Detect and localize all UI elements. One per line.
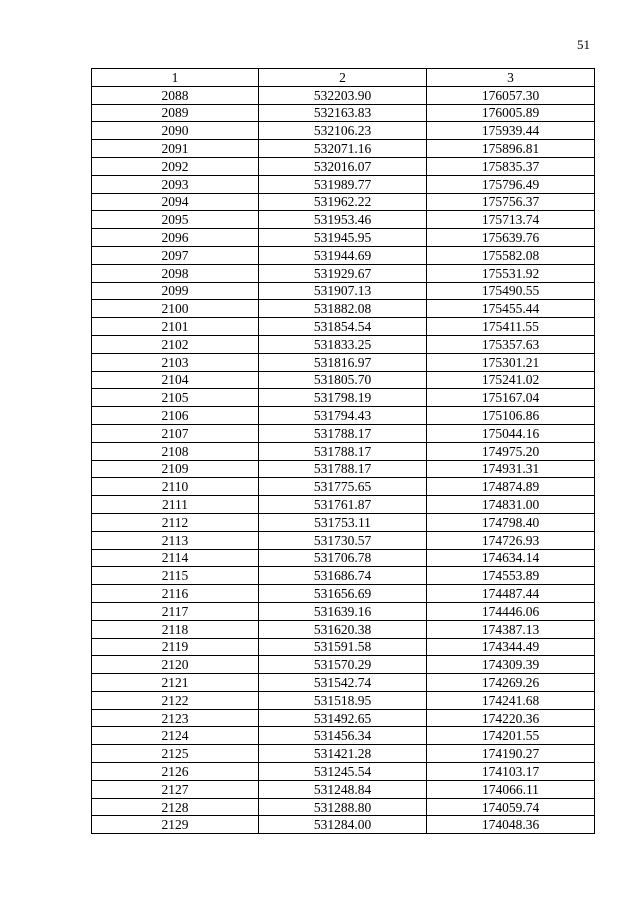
point-number-cell: 2122 (92, 691, 259, 709)
x-coordinate-cell: 531492.65 (259, 709, 427, 727)
table-row (92, 389, 595, 407)
point-number-cell: 2125 (92, 745, 259, 763)
x-coordinate-cell: 531706.78 (259, 549, 427, 567)
table-row (92, 745, 595, 763)
x-coordinate-cell: 531798.19 (259, 389, 427, 407)
point-number-cell: 2090 (92, 122, 259, 140)
y-coordinate-cell: 174487.44 (427, 585, 595, 603)
table-header (92, 69, 595, 87)
table-row (92, 140, 595, 158)
x-coordinate-cell: 531639.16 (259, 602, 427, 620)
x-coordinate-cell: 532016.07 (259, 157, 427, 175)
point-number-cell: 2128 (92, 798, 259, 816)
x-coordinate-cell: 532203.90 (259, 86, 427, 104)
point-number-cell: 2097 (92, 246, 259, 264)
point-number-cell: 2110 (92, 478, 259, 496)
x-coordinate-cell: 531833.25 (259, 335, 427, 353)
table-row (92, 193, 595, 211)
table-row (92, 531, 595, 549)
y-coordinate-cell: 175301.21 (427, 353, 595, 371)
table-row (92, 620, 595, 638)
table-row (92, 513, 595, 531)
table-row (92, 318, 595, 336)
x-coordinate-cell: 531944.69 (259, 246, 427, 264)
x-coordinate-cell: 531591.58 (259, 638, 427, 656)
table-row (92, 709, 595, 727)
y-coordinate-cell: 175167.04 (427, 389, 595, 407)
header-cell-3: 3 (427, 69, 595, 87)
x-coordinate-cell: 531953.46 (259, 211, 427, 229)
point-number-cell: 2103 (92, 353, 259, 371)
table-row (92, 460, 595, 478)
y-coordinate-cell: 176005.89 (427, 104, 595, 122)
x-coordinate-cell: 531794.43 (259, 407, 427, 425)
y-coordinate-cell: 175490.55 (427, 282, 595, 300)
y-coordinate-cell: 175939.44 (427, 122, 595, 140)
point-number-cell: 2112 (92, 513, 259, 531)
table-row (92, 585, 595, 603)
x-coordinate-cell: 531656.69 (259, 585, 427, 603)
y-coordinate-cell: 174798.40 (427, 513, 595, 531)
point-number-cell: 2107 (92, 424, 259, 442)
point-number-cell: 2129 (92, 816, 259, 834)
y-coordinate-cell: 174190.27 (427, 745, 595, 763)
y-coordinate-cell: 174726.93 (427, 531, 595, 549)
y-coordinate-cell: 174387.13 (427, 620, 595, 638)
table-row (92, 763, 595, 781)
y-coordinate-cell: 175796.49 (427, 175, 595, 193)
x-coordinate-cell: 531775.65 (259, 478, 427, 496)
y-coordinate-cell: 175241.02 (427, 371, 595, 389)
table-row (92, 780, 595, 798)
table-row (92, 175, 595, 193)
x-coordinate-cell: 531929.67 (259, 264, 427, 282)
page-number: 51 (577, 37, 590, 52)
y-coordinate-cell: 174831.00 (427, 496, 595, 514)
x-coordinate-cell: 532106.23 (259, 122, 427, 140)
x-coordinate-cell: 531753.11 (259, 513, 427, 531)
point-number-cell: 2116 (92, 585, 259, 603)
table-row (92, 122, 595, 140)
x-coordinate-cell: 531882.08 (259, 300, 427, 318)
y-coordinate-cell: 175106.86 (427, 407, 595, 425)
y-coordinate-cell: 174059.74 (427, 798, 595, 816)
point-number-cell: 2114 (92, 549, 259, 567)
table-row (92, 798, 595, 816)
table-row (92, 246, 595, 264)
y-coordinate-cell: 175756.37 (427, 193, 595, 211)
x-coordinate-cell: 531542.74 (259, 674, 427, 692)
y-coordinate-cell: 175582.08 (427, 246, 595, 264)
point-number-cell: 2089 (92, 104, 259, 122)
header-cell-2: 2 (259, 69, 427, 87)
y-coordinate-cell: 175639.76 (427, 229, 595, 247)
table-row (92, 104, 595, 122)
x-coordinate-cell: 531284.00 (259, 816, 427, 834)
y-coordinate-cell: 174874.89 (427, 478, 595, 496)
x-coordinate-cell: 531788.17 (259, 424, 427, 442)
point-number-cell: 2088 (92, 86, 259, 104)
x-coordinate-cell: 531854.54 (259, 318, 427, 336)
point-number-cell: 2094 (92, 193, 259, 211)
y-coordinate-cell: 174220.36 (427, 709, 595, 727)
table-row (92, 727, 595, 745)
y-coordinate-cell: 174241.68 (427, 691, 595, 709)
y-coordinate-cell: 175896.81 (427, 140, 595, 158)
x-coordinate-cell: 531421.28 (259, 745, 427, 763)
point-number-cell: 2109 (92, 460, 259, 478)
x-coordinate-cell: 531686.74 (259, 567, 427, 585)
point-number-cell: 2095 (92, 211, 259, 229)
point-number-cell: 2127 (92, 780, 259, 798)
point-number-cell: 2101 (92, 318, 259, 336)
x-coordinate-cell: 531288.80 (259, 798, 427, 816)
table-row (92, 549, 595, 567)
point-number-cell: 2124 (92, 727, 259, 745)
point-number-cell: 2091 (92, 140, 259, 158)
y-coordinate-cell: 175835.37 (427, 157, 595, 175)
table-row (92, 602, 595, 620)
x-coordinate-cell: 531788.17 (259, 460, 427, 478)
y-coordinate-cell: 174975.20 (427, 442, 595, 460)
point-number-cell: 2093 (92, 175, 259, 193)
y-coordinate-cell: 174048.36 (427, 816, 595, 834)
x-coordinate-cell: 531761.87 (259, 496, 427, 514)
point-number-cell: 2126 (92, 763, 259, 781)
y-coordinate-cell: 174269.26 (427, 674, 595, 692)
table-row (92, 816, 595, 834)
y-coordinate-cell: 174634.14 (427, 549, 595, 567)
y-coordinate-cell: 175455.44 (427, 300, 595, 318)
point-number-cell: 2098 (92, 264, 259, 282)
y-coordinate-cell: 175357.63 (427, 335, 595, 353)
table-body (92, 86, 595, 833)
table-row (92, 638, 595, 656)
header-cell-1: 1 (92, 69, 259, 87)
table-row (92, 691, 595, 709)
y-coordinate-cell: 174553.89 (427, 567, 595, 585)
y-coordinate-cell: 174103.17 (427, 763, 595, 781)
x-coordinate-cell: 531907.13 (259, 282, 427, 300)
x-coordinate-cell: 531816.97 (259, 353, 427, 371)
table-row (92, 442, 595, 460)
table-row (92, 300, 595, 318)
y-coordinate-cell: 175411.55 (427, 318, 595, 336)
point-number-cell: 2119 (92, 638, 259, 656)
point-number-cell: 2118 (92, 620, 259, 638)
x-coordinate-cell: 531989.77 (259, 175, 427, 193)
point-number-cell: 2111 (92, 496, 259, 514)
y-coordinate-cell: 174446.06 (427, 602, 595, 620)
x-coordinate-cell: 531945.95 (259, 229, 427, 247)
point-number-cell: 2120 (92, 656, 259, 674)
x-coordinate-cell: 531730.57 (259, 531, 427, 549)
point-number-cell: 2104 (92, 371, 259, 389)
point-number-cell: 2105 (92, 389, 259, 407)
x-coordinate-cell: 532163.83 (259, 104, 427, 122)
point-number-cell: 2117 (92, 602, 259, 620)
table-row (92, 229, 595, 247)
y-coordinate-cell: 175531.92 (427, 264, 595, 282)
x-coordinate-cell: 531570.29 (259, 656, 427, 674)
y-coordinate-cell: 175044.16 (427, 424, 595, 442)
x-coordinate-cell: 531245.54 (259, 763, 427, 781)
table-row (92, 674, 595, 692)
y-coordinate-cell: 175713.74 (427, 211, 595, 229)
x-coordinate-cell: 531962.22 (259, 193, 427, 211)
x-coordinate-cell: 532071.16 (259, 140, 427, 158)
table-row (92, 424, 595, 442)
table-row (92, 353, 595, 371)
y-coordinate-cell: 174309.39 (427, 656, 595, 674)
header-row (92, 69, 595, 87)
point-number-cell: 2106 (92, 407, 259, 425)
x-coordinate-cell: 531805.70 (259, 371, 427, 389)
point-number-cell: 2102 (92, 335, 259, 353)
point-number-cell: 2108 (92, 442, 259, 460)
point-number-cell: 2121 (92, 674, 259, 692)
y-coordinate-cell: 174066.11 (427, 780, 595, 798)
y-coordinate-cell: 176057.30 (427, 86, 595, 104)
point-number-cell: 2100 (92, 300, 259, 318)
table-row (92, 496, 595, 514)
point-number-cell: 2096 (92, 229, 259, 247)
table-row (92, 86, 595, 104)
coordinates-table (91, 68, 595, 834)
table-row (92, 656, 595, 674)
table-row (92, 264, 595, 282)
point-number-cell: 2113 (92, 531, 259, 549)
table-row (92, 157, 595, 175)
y-coordinate-cell: 174344.49 (427, 638, 595, 656)
x-coordinate-cell: 531518.95 (259, 691, 427, 709)
x-coordinate-cell: 531620.38 (259, 620, 427, 638)
table-row (92, 478, 595, 496)
y-coordinate-cell: 174931.31 (427, 460, 595, 478)
table-row (92, 371, 595, 389)
table-row (92, 335, 595, 353)
x-coordinate-cell: 531248.84 (259, 780, 427, 798)
point-number-cell: 2092 (92, 157, 259, 175)
table-row (92, 567, 595, 585)
y-coordinate-cell: 174201.55 (427, 727, 595, 745)
point-number-cell: 2123 (92, 709, 259, 727)
point-number-cell: 2115 (92, 567, 259, 585)
table-row (92, 211, 595, 229)
table-row (92, 282, 595, 300)
x-coordinate-cell: 531788.17 (259, 442, 427, 460)
point-number-cell: 2099 (92, 282, 259, 300)
x-coordinate-cell: 531456.34 (259, 727, 427, 745)
table-row (92, 407, 595, 425)
